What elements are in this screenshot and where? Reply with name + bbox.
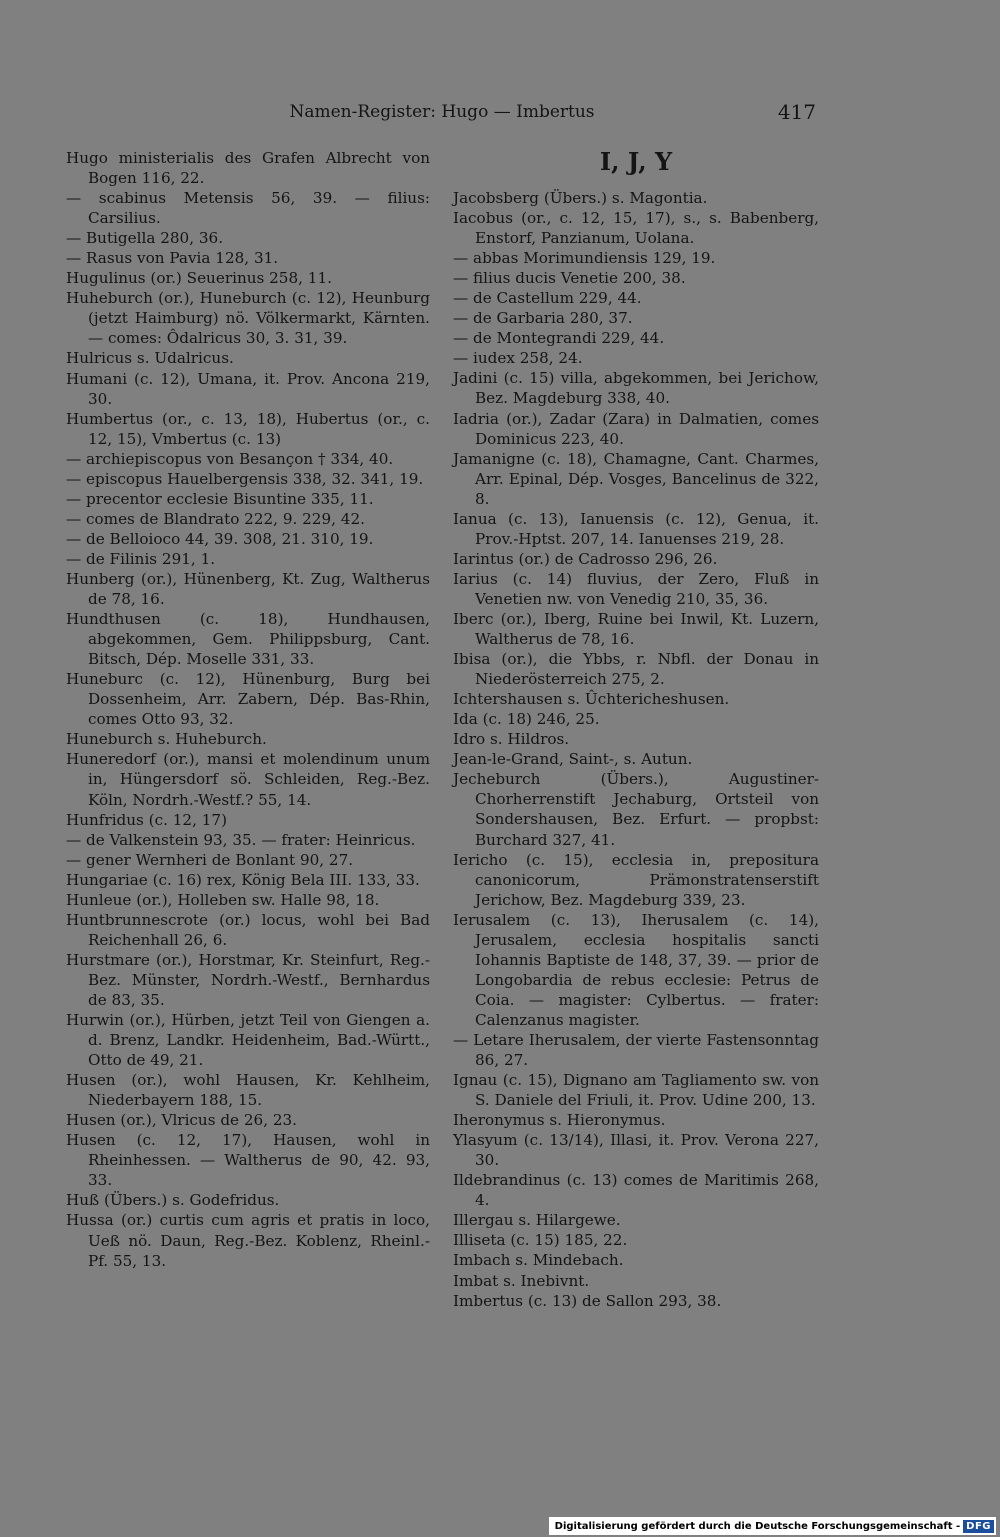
index-entry: Hundthusen (c. 18), Hundhausen, abgekommen, Gem. Philippsburg, Cant. Bitsch, Dép. Moselle 331, 33. (66, 610, 430, 669)
index-entry: Jecheburch (Übers.), Augustiner-Chorherrenstift Jechaburg, Ortsteil von Sondershausen, Bez. Erfurt. — propbst: Burchard 327, 41. (453, 770, 819, 849)
index-entry: Huneburch s. Huheburch. (66, 730, 267, 749)
index-entry: Humbertus (or., c. 13, 18), Hubertus (or., c. 12, 15), Vmbertus (c. 13) (66, 409, 430, 448)
index-entry: Huß (Übers.) s. Godefridus. (66, 1191, 280, 1210)
index-entry: — comes de Blandrato 222, 9. 229, 42. (66, 509, 365, 528)
right-column (453, 148, 819, 1311)
index-entry: Huneredorf (or.), mansi et molendinum unum in, Hüngersdorf sö. Schleiden, Reg.-Bez. Köln, Nordrh.-Westf.? 55, 14. (66, 750, 430, 809)
index-entry: — de Filinis 291, 1. (66, 549, 216, 568)
index-entry: — de Valkenstein 93, 35. — frater: Heinricus. (66, 830, 416, 849)
index-entry: Hugo ministerialis des Grafen Albrecht von Bogen 116, 22. (66, 149, 430, 188)
index-entry: Illergau s. Hilargewe. (453, 1211, 621, 1230)
index-entry: Ida (c. 18) 246, 25. (453, 710, 600, 729)
section-heading: I, J, Y (599, 147, 673, 176)
page-number: 417 (777, 100, 816, 124)
index-entry: — iudex 258, 24. (453, 349, 583, 368)
running-head: Namen-Register: Hugo — Imbertus (289, 102, 595, 122)
index-entry: — abbas Morimundiensis 129, 19. (453, 249, 716, 268)
index-entry: Hugulinus (or.) Seuerinus 258, 11. (66, 269, 332, 288)
index-entry: Husen (or.), wohl Hausen, Kr. Kehlheim, Niederbayern 188, 15. (66, 1071, 430, 1110)
index-entry: Hurwin (or.), Hürben, jetzt Teil von Giengen a. d. Brenz, Landkr. Heidenheim, Bad.-Württ., Otto de 49, 21. (66, 1011, 430, 1070)
index-entry: — Rasus von Pavia 128, 31. (66, 249, 279, 268)
index-entry: Imbertus (c. 13) de Sallon 293, 38. (453, 1291, 722, 1310)
index-entry: — de Castellum 229, 44. (453, 289, 642, 308)
index-entry: Ibisa (or.), die Ybbs, r. Nbfl. der Donau in Niederösterreich 275, 2. (453, 650, 819, 689)
index-entry: Imbat s. Inebivnt. (453, 1271, 590, 1290)
index-entry: — precentor ecclesie Bisuntine 335, 11. (66, 489, 374, 508)
index-entry: Husen (c. 12, 17), Hausen, wohl in Rheinhessen. — Waltherus de 90, 42. 93, 33. (66, 1131, 430, 1190)
index-entry: — archiepiscopus von Besançon † 334, 40. (66, 449, 394, 468)
index-entry: Iericho (c. 15), ecclesia in, prepositura canonicorum, Prämonstratenserstift Jerichow, Bez. Magdeburg 339, 23. (453, 850, 819, 909)
index-entry: Hussa (or.) curtis cum agris et pratis in loco, Ueß nö. Daun, Reg.-Bez. Koblenz, Rheinl.-Pf. 55, 13. (66, 1211, 430, 1270)
index-entry: Jean-le-Grand, Saint-, s. Autun. (453, 750, 693, 769)
index-entry: Jamanigne (c. 18), Chamagne, Cant. Charmes, Arr. Epinal, Dép. Vosges, Bancelinus de 322, 8. (453, 449, 819, 508)
index-entry: Ierusalem (c. 13), Iherusalem (c. 14), Jerusalem, ecclesia hospitalis sancti Iohannis Baptiste de 148, 37, 39. — prior de Longobardia de rebus ecclesie: Petrus de Coia. — magister: Cylbertus. — frater: Calenzanus magister. (453, 910, 819, 1029)
index-entry: Iheronymus s. Hieronymus. (453, 1111, 666, 1130)
index-entry: Illiseta (c. 15) 185, 22. (453, 1231, 628, 1250)
index-entry: — Letare Iherusalem, der vierte Fastensonntag 86, 27. (453, 1030, 819, 1070)
index-entry: Ignau (c. 15), Dignano am Tagliamento sw. von S. Daniele del Friuli, it. Prov. Udine 200, 13. (453, 1071, 819, 1110)
index-entry: Hunberg (or.), Hünenberg, Kt. Zug, Waltherus de 78, 16. (66, 569, 430, 609)
index-entry: Iarius (c. 14) fluvius, der Zero, Fluß in Venetien nw. von Venedig 210, 35, 36. (453, 569, 819, 608)
index-entry: Huneburc (c. 12), Hünenburg, Burg bei Dossenheim, Arr. Zabern, Dép. Bas-Rhin, comes Otto 93, 32. (66, 670, 430, 729)
digitization-credit (549, 1517, 996, 1535)
index-entry: — filius ducis Venetie 200, 38. (453, 269, 686, 288)
left-column (66, 148, 430, 1271)
index-entry: Huntbrunnescrote (or.) locus, wohl bei Bad Reichenhall 26, 6. (66, 910, 430, 949)
index-entry: Idro s. Hildros. (453, 730, 570, 749)
index-entry: — episcopus Hauelbergensis 338, 32. 341, 19. (66, 469, 424, 488)
index-entry: Jadini (c. 15) villa, abgekommen, bei Jerichow, Bez. Magdeburg 338, 40. (453, 369, 819, 408)
index-entry: — de Montegrandi 229, 44. (453, 329, 665, 348)
index-entry: Hungariae (c. 16) rex, König Bela III. 133, 33. (66, 870, 420, 889)
index-entry: Husen (or.), Vlricus de 26, 23. (66, 1111, 298, 1130)
index-entry: Hulricus s. Udalricus. (66, 349, 234, 368)
dfg-logo: DFG (963, 1520, 994, 1533)
index-entry: — de Belloioco 44, 39. 308, 21. 310, 19. (66, 529, 374, 548)
credit-text: Digitalisierung gefördert durch die Deutsche Forschungsgemeinschaft - (554, 1520, 961, 1532)
index-entry: Jacobsberg (Übers.) s. Magontia. (453, 189, 708, 207)
index-entry: Iarintus (or.) de Cadrosso 296, 26. (453, 549, 718, 568)
index-entry: — de Garbaria 280, 37. (453, 309, 633, 328)
index-entry: Hurstmare (or.), Horstmar, Kr. Steinfurt, Reg.-Bez. Münster, Nordrh.-Westf., Bernhardus de 83, 35. (66, 950, 430, 1009)
index-entry: Ianua (c. 13), Ianuensis (c. 12), Genua, it. Prov.-Hptst. 207, 14. Ianuenses 219, 28. (453, 509, 819, 548)
index-entry: Iberc (or.), Iberg, Ruine bei Inwil, Kt. Luzern, Waltherus de 78, 16. (453, 609, 819, 649)
index-entry: Ichtershausen s. Ûchtericheshusen. (453, 690, 730, 709)
index-entry: Imbach s. Mindebach. (453, 1251, 624, 1270)
page-header (66, 100, 818, 126)
index-entry: Hunleue (or.), Holleben sw. Halle 98, 18. (66, 890, 380, 909)
index-entry: Huheburch (or.), Huneburch (c. 12), Heunburg (jetzt Haimburg) nö. Völkermarkt, Kärnten. — comes: Ôdalricus 30, 3. 31, 39. (66, 289, 430, 348)
index-entry: Ylasyum (c. 13/14), Illasi, it. Prov. Verona 227, 30. (453, 1131, 819, 1170)
index-entry: Iacobus (or., c. 12, 15, 17), s., s. Babenberg, Enstorf, Panzianum, Uolana. (453, 209, 819, 248)
index-entry: Iadria (or.), Zadar (Zara) in Dalmatien, comes Dominicus 223, 40. (453, 409, 819, 448)
index-entry: — gener Wernheri de Bonlant 90, 27. (66, 850, 354, 869)
index-entry: Humani (c. 12), Umana, it. Prov. Ancona 219, 30. (66, 369, 430, 408)
index-entry: — Butigella 280, 36. (66, 229, 224, 248)
index-entry: Hunfridus (c. 12, 17) (66, 810, 227, 829)
index-entry: Ildebrandinus (c. 13) comes de Maritimis 268, 4. (453, 1171, 819, 1210)
index-entry: — scabinus Metensis 56, 39. — filius: Carsilius. (66, 189, 430, 228)
